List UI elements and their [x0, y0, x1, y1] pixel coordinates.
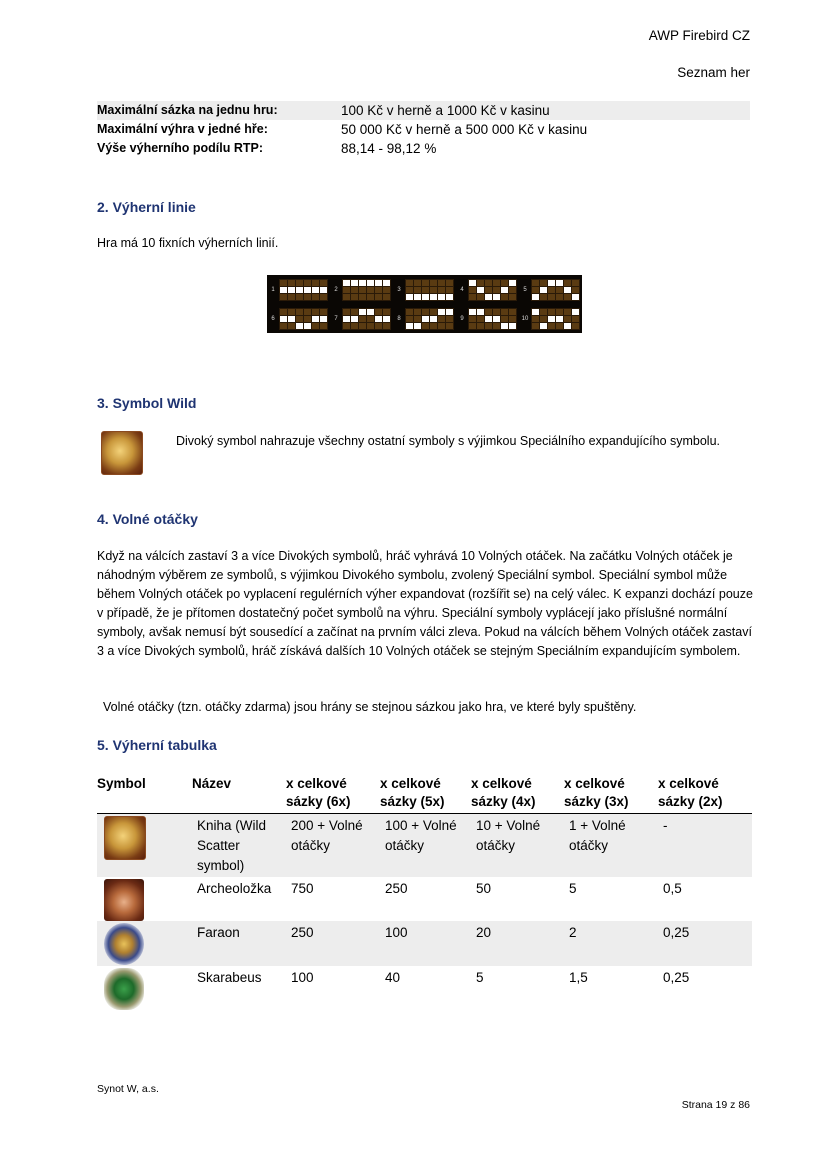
payline-cell [422, 316, 429, 322]
table-cell: 0,25 [663, 969, 690, 985]
payline-cell [430, 287, 437, 293]
table-cell: 200 + Volné otáčky [286, 814, 380, 877]
payline-cell [304, 309, 311, 315]
payline-cell [469, 280, 476, 286]
payline-cell [304, 323, 311, 329]
symbol-cell [97, 921, 192, 966]
table-cell: 250 [286, 921, 380, 966]
payline-cell [438, 316, 445, 322]
payline-cell [312, 294, 319, 300]
payline-cell [469, 287, 476, 293]
payline-cell [532, 316, 539, 322]
payline-number: 8 [397, 315, 401, 322]
payline-cell [359, 309, 366, 315]
payline-number: 10 [521, 315, 529, 322]
payline-cell [343, 287, 350, 293]
payline-cell [296, 309, 303, 315]
payline-cell [556, 323, 563, 329]
payline-2 [332, 277, 391, 302]
table-cell: 5 [569, 880, 577, 896]
payline-cell [438, 309, 445, 315]
payline-cell [556, 316, 563, 322]
payline-cell [438, 323, 445, 329]
payline-cell [280, 294, 287, 300]
payline-cell [493, 280, 500, 286]
table-cell: 20 [471, 921, 564, 966]
table-row [97, 966, 752, 1013]
payline-cell [540, 316, 547, 322]
payline-cell [351, 294, 358, 300]
payline-cell [493, 294, 500, 300]
payline-cell [288, 294, 295, 300]
table-cell: 100 [291, 969, 314, 985]
table-cell: Archeoložka [197, 880, 272, 896]
payline-cell [296, 316, 303, 322]
payline-grid [342, 279, 391, 301]
payline-cell [304, 316, 311, 322]
payline-cell [422, 287, 429, 293]
payline-cell [422, 294, 429, 300]
payline-cell [572, 323, 579, 329]
section-heading-wild: 3. Symbol Wild [97, 395, 197, 411]
payline-3 [395, 277, 454, 302]
payline-cell [509, 323, 516, 329]
payline-cell [548, 287, 555, 293]
pharaoh-icon [104, 923, 144, 965]
payline-cell [383, 294, 390, 300]
free-spins-note: Volné otáčky (tzn. otáčky zdarma) jsou hrány se stejnou sázkou jako hra, ve které byly spuštěny. [103, 700, 637, 714]
payline-cell [375, 316, 382, 322]
book-icon [104, 816, 146, 860]
payline-cell [312, 323, 319, 329]
payline-cell [359, 323, 366, 329]
payline-cell [548, 280, 555, 286]
payline-cell [383, 316, 390, 322]
payline-cell [572, 280, 579, 286]
payline-cell [414, 309, 421, 315]
header-subtitle: Seznam her [677, 65, 750, 80]
payline-cell [430, 323, 437, 329]
payline-cell [572, 287, 579, 293]
payline-cell [367, 316, 374, 322]
payline-grid [279, 279, 328, 301]
game-info-table [97, 101, 750, 158]
payline-4 [458, 277, 517, 302]
payline-cell [532, 309, 539, 315]
column-header: Název [192, 775, 286, 814]
info-row [97, 139, 750, 158]
info-label: Maximální sázka na jednu hru: [97, 103, 278, 117]
payline-cell [343, 280, 350, 286]
table-cell: 0,5 [663, 880, 682, 896]
table-cell: 1 + Volné otáčky [564, 814, 658, 877]
payline-number: 5 [523, 286, 527, 293]
payline-cell [359, 294, 366, 300]
column-header: x celkové sázky (5x) [380, 775, 471, 814]
payline-cell [446, 280, 453, 286]
payline-9 [458, 306, 517, 331]
payline-1 [269, 277, 328, 302]
payline-cell [469, 294, 476, 300]
payline-cell [540, 287, 547, 293]
payline-cell [477, 323, 484, 329]
payline-cell [469, 316, 476, 322]
table-cell: 250 [385, 880, 408, 896]
table-cell: Skarabeus [197, 969, 262, 985]
paylines-text: Hra má 10 fixních výherních linií. [97, 236, 279, 250]
info-label: Výše výherního podílu RTP: [97, 141, 263, 155]
payline-cell [296, 294, 303, 300]
payline-10 [521, 306, 580, 331]
payline-cell [383, 309, 390, 315]
payline-grid [405, 308, 454, 330]
payline-number: 9 [460, 315, 464, 322]
payline-cell [304, 287, 311, 293]
payline-cell [485, 323, 492, 329]
payline-cell [280, 280, 287, 286]
payline-cell [351, 309, 358, 315]
payline-cell [532, 323, 539, 329]
payline-cell [414, 323, 421, 329]
payline-cell [430, 294, 437, 300]
info-value: 88,14 - 98,12 % [341, 141, 437, 156]
table-cell: 100 + Volné otáčky [380, 814, 471, 877]
section-heading-paylines: 2. Výherní linie [97, 199, 196, 215]
payline-cell [446, 309, 453, 315]
payline-cell [422, 280, 429, 286]
payline-cell [548, 294, 555, 300]
column-header: x celkové sázky (2x) [658, 775, 752, 814]
paylines-image [267, 275, 582, 333]
payline-cell [320, 316, 327, 322]
payline-cell [351, 280, 358, 286]
table-cell: 40 [385, 969, 401, 985]
payline-cell [509, 316, 516, 322]
payline-cell [438, 294, 445, 300]
wild-text: Divoký symbol nahrazuje všechny ostatní symboly s výjimkou Speciálního expandujícího symbolu. [176, 434, 721, 448]
payline-cell [288, 287, 295, 293]
info-row [97, 120, 750, 139]
payline-cell [501, 309, 508, 315]
payline-cell [477, 287, 484, 293]
payline-cell [540, 309, 547, 315]
payline-cell [509, 294, 516, 300]
payline-cell [343, 309, 350, 315]
payline-cell [548, 316, 555, 322]
payline-8 [395, 306, 454, 331]
info-value: 100 Kč v herně a 1000 Kč v kasinu [341, 103, 550, 118]
payline-cell [485, 280, 492, 286]
payline-cell [477, 316, 484, 322]
payline-cell [422, 323, 429, 329]
payline-cell [414, 316, 421, 322]
payline-cell [312, 316, 319, 322]
payline-cell [477, 309, 484, 315]
info-value: 50 000 Kč v herně a 500 000 Kč v kasinu [341, 122, 588, 137]
payline-cell [501, 323, 508, 329]
payline-cell [556, 294, 563, 300]
payline-cell [312, 287, 319, 293]
payline-number: 6 [271, 315, 275, 322]
paytable [97, 775, 752, 1013]
table-cell: 2 [564, 921, 658, 966]
wild-book-icon [101, 431, 143, 475]
payline-cell [406, 323, 413, 329]
payline-cell [564, 287, 571, 293]
payline-cell [375, 294, 382, 300]
table-cell: - [658, 814, 752, 877]
payline-cell [430, 309, 437, 315]
payline-cell [312, 280, 319, 286]
payline-cell [288, 280, 295, 286]
payline-cell [296, 323, 303, 329]
payline-cell [359, 287, 366, 293]
payline-cell [438, 280, 445, 286]
payline-cell [485, 316, 492, 322]
payline-number: 3 [397, 286, 401, 293]
payline-cell [383, 280, 390, 286]
payline-cell [493, 323, 500, 329]
payline-cell [367, 280, 374, 286]
payline-cell [446, 316, 453, 322]
payline-number: 4 [460, 286, 464, 293]
section-heading-paytable: 5. Výherní tabulka [97, 737, 217, 753]
payline-number: 1 [271, 286, 275, 293]
payline-cell [351, 287, 358, 293]
payline-cell [469, 323, 476, 329]
payline-grid [405, 279, 454, 301]
payline-7 [332, 306, 391, 331]
payline-cell [304, 294, 311, 300]
column-header: Symbol [97, 775, 192, 814]
payline-cell [509, 280, 516, 286]
table-cell: 5 [476, 969, 484, 985]
payline-cell [493, 316, 500, 322]
payline-cell [501, 316, 508, 322]
table-cell: 750 [291, 880, 314, 896]
payline-cell [320, 287, 327, 293]
payline-cell [288, 323, 295, 329]
payline-cell [477, 294, 484, 300]
payline-cell [548, 309, 555, 315]
column-header: x celkové sázky (4x) [471, 775, 564, 814]
symbol-cell [97, 966, 192, 1013]
table-cell: Kniha (Wild Scatter symbol) [192, 814, 286, 877]
payline-cell [280, 309, 287, 315]
payline-cell [406, 287, 413, 293]
payline-cell [359, 280, 366, 286]
payline-cell [540, 294, 547, 300]
header-title: AWP Firebird CZ [648, 28, 750, 43]
payline-cell [532, 280, 539, 286]
payline-cell [446, 294, 453, 300]
payline-grid [342, 308, 391, 330]
payline-grid [531, 308, 580, 330]
payline-cell [343, 316, 350, 322]
payline-cell [414, 287, 421, 293]
payline-cell [469, 309, 476, 315]
payline-grid [468, 308, 517, 330]
table-row [97, 814, 752, 877]
payline-cell [343, 323, 350, 329]
payline-cell [296, 287, 303, 293]
payline-5 [521, 277, 580, 302]
payline-cell [383, 287, 390, 293]
payline-cell [320, 309, 327, 315]
payline-cell [556, 287, 563, 293]
archaeologist-icon [104, 879, 144, 921]
payline-cell [556, 309, 563, 315]
payline-cell [532, 294, 539, 300]
column-header: x celkové sázky (6x) [286, 775, 380, 814]
table-cell: 100 [380, 921, 471, 966]
payline-cell [485, 294, 492, 300]
payline-cell [493, 309, 500, 315]
payline-cell [501, 287, 508, 293]
section-heading-free-spins: 4. Volné otáčky [97, 511, 198, 527]
payline-cell [280, 287, 287, 293]
payline-cell [280, 316, 287, 322]
payline-cell [375, 287, 382, 293]
payline-cell [414, 280, 421, 286]
free-spins-paragraph: Když na válcích zastaví 3 a více Divokých symbolů, hráč vyhrává 10 Volných otáček. Na začátku Volných otáček je náhodným výběrem ze symbolů, s výjimkou Divokého symbolu, zvolený Speciální symbol. Speciální symbol může během Volných otáček po vyplacení regulérních výher expandovat (rozšířit se) na celý válec. K expanzi dochází pouze v případě, že je přítomen dostatečný počet symbolů na výhru. Speciální symboly vyplácejí jako příslušné normální symboly, avšak nemusí být sousedící a začínat na prvním válci zleva. Pokud na válcích během Volných otáček zastaví 3 a více Divokých symbolů, hráč získává dalších 10 Volných otáček se stejným Speciálním expandujícím symbolem. [97, 549, 753, 658]
table-cell: Faraon [192, 921, 286, 966]
payline-cell [414, 294, 421, 300]
payline-cell [351, 323, 358, 329]
payline-cell [367, 309, 374, 315]
payline-cell [343, 294, 350, 300]
payline-cell [532, 287, 539, 293]
payline-cell [564, 309, 571, 315]
payline-cell [556, 280, 563, 286]
info-label: Maximální výhra v jedné hře: [97, 122, 268, 136]
table-cell: 0,25 [658, 921, 752, 966]
payline-cell [288, 309, 295, 315]
payline-grid [468, 279, 517, 301]
column-header: x celkové sázky (3x) [564, 775, 658, 814]
payline-cell [320, 294, 327, 300]
payline-cell [367, 287, 374, 293]
payline-cell [383, 323, 390, 329]
payline-cell [359, 316, 366, 322]
payline-cell [438, 287, 445, 293]
table-cell: 1,5 [569, 969, 588, 985]
payline-number: 7 [334, 315, 338, 322]
table-row [97, 877, 752, 921]
payline-cell [446, 323, 453, 329]
payline-cell [572, 316, 579, 322]
payline-cell [304, 280, 311, 286]
payline-cell [367, 294, 374, 300]
footer-company: Synot W, a.s. [97, 1083, 159, 1095]
payline-cell [477, 280, 484, 286]
payline-cell [446, 287, 453, 293]
payline-cell [312, 309, 319, 315]
payline-cell [406, 294, 413, 300]
symbol-cell [97, 877, 192, 921]
payline-number: 2 [334, 286, 338, 293]
payline-cell [564, 280, 571, 286]
scarab-icon [104, 968, 144, 1010]
payline-cell [493, 287, 500, 293]
payline-cell [564, 316, 571, 322]
payline-cell [485, 287, 492, 293]
payline-grid [531, 279, 580, 301]
payline-cell [572, 294, 579, 300]
payline-cell [430, 316, 437, 322]
payline-cell [572, 309, 579, 315]
payline-cell [540, 323, 547, 329]
payline-cell [564, 294, 571, 300]
symbol-cell [97, 814, 192, 877]
payline-cell [296, 280, 303, 286]
payline-cell [430, 280, 437, 286]
payline-grid [279, 308, 328, 330]
payline-cell [375, 309, 382, 315]
table-row [97, 921, 752, 966]
payline-cell [509, 287, 516, 293]
payline-cell [288, 316, 295, 322]
payline-cell [509, 309, 516, 315]
payline-cell [422, 309, 429, 315]
payline-cell [375, 323, 382, 329]
footer-page-number: Strana 19 z 86 [681, 1099, 750, 1111]
payline-6 [269, 306, 328, 331]
payline-cell [280, 323, 287, 329]
payline-cell [351, 316, 358, 322]
payline-cell [375, 280, 382, 286]
payline-cell [564, 323, 571, 329]
payline-cell [501, 294, 508, 300]
payline-cell [320, 323, 327, 329]
payline-cell [406, 280, 413, 286]
table-cell: 10 + Volné otáčky [471, 814, 564, 877]
payline-cell [540, 280, 547, 286]
payline-cell [406, 309, 413, 315]
payline-cell [320, 280, 327, 286]
paytable-header [97, 775, 752, 814]
table-cell: 50 [476, 880, 492, 896]
payline-cell [485, 309, 492, 315]
payline-cell [548, 323, 555, 329]
info-row [97, 101, 750, 120]
payline-cell [367, 323, 374, 329]
payline-cell [406, 316, 413, 322]
payline-cell [501, 280, 508, 286]
